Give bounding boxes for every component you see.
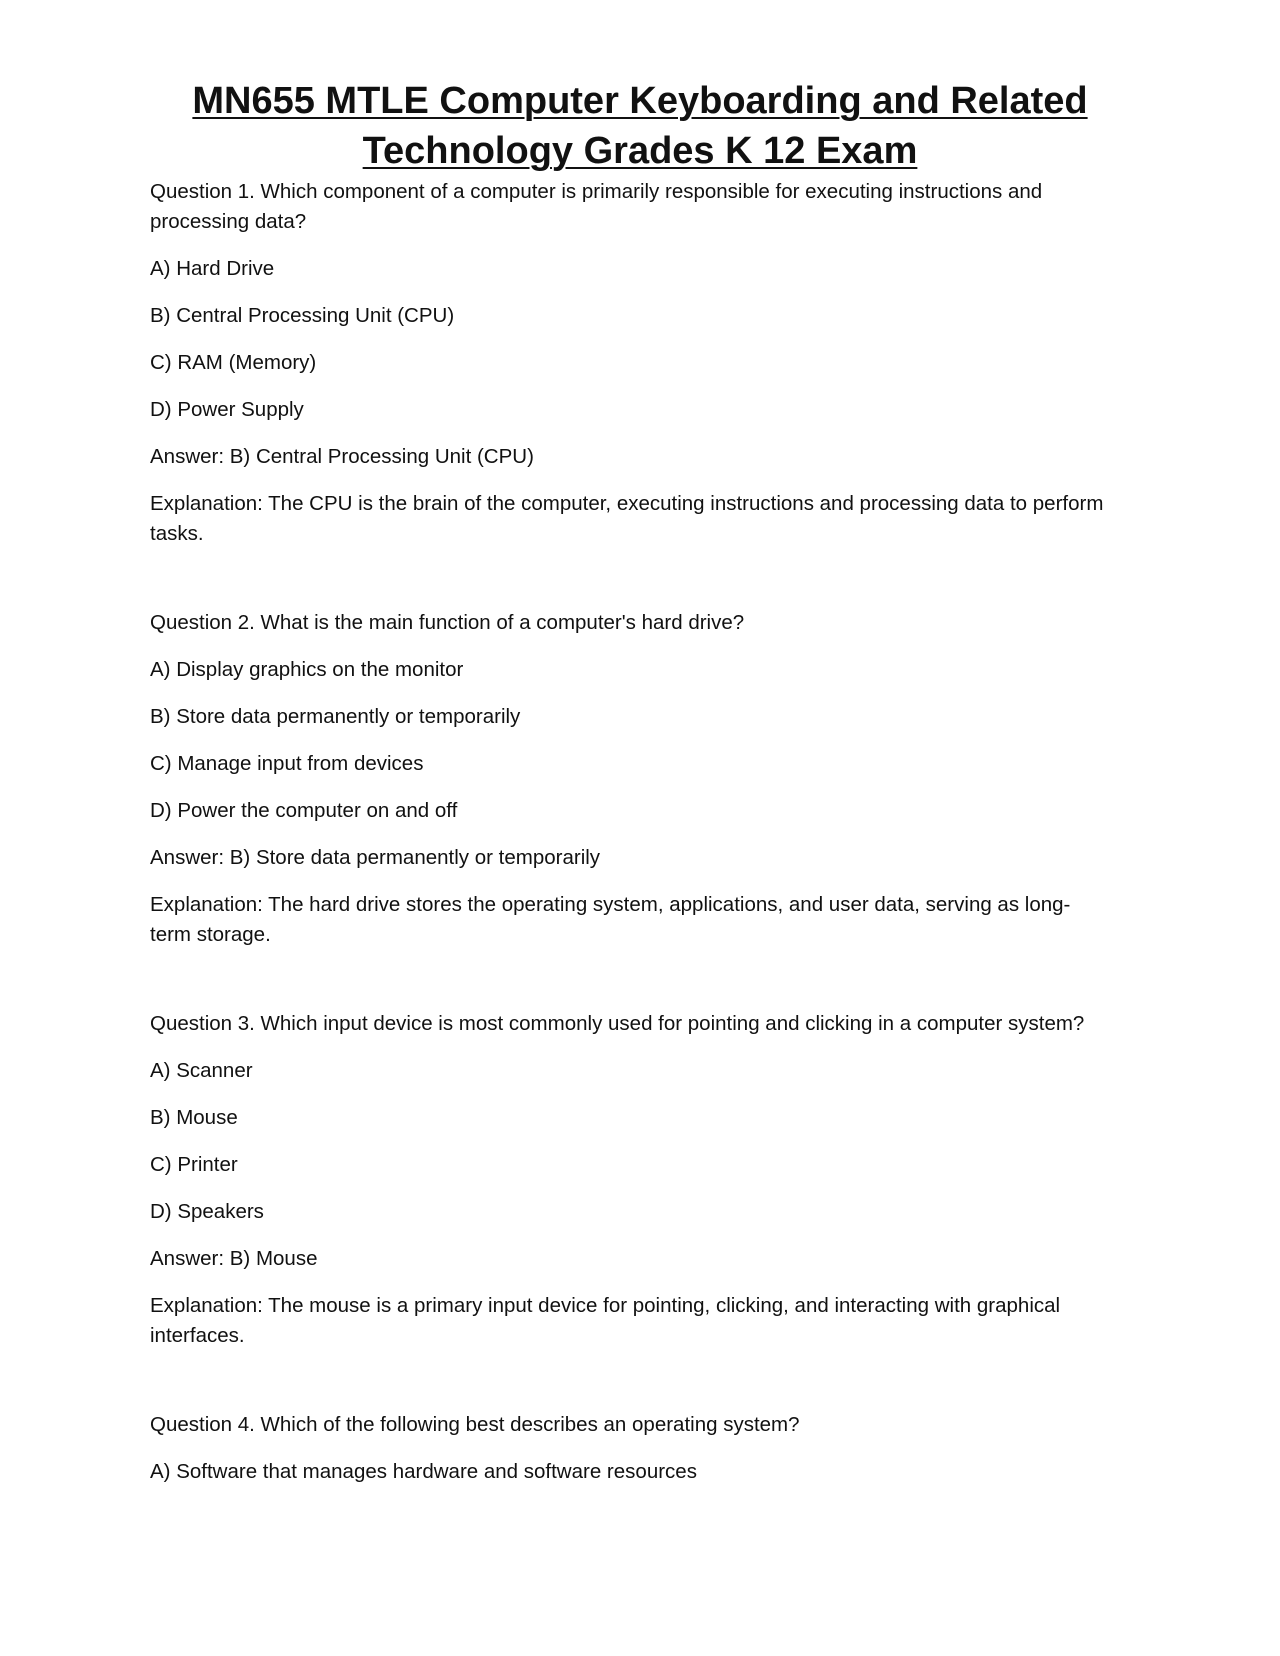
question-text: Question 3. Which input device is most commonly used for pointing and clicking in a computer system? (150, 1012, 1085, 1035)
title-line-1: MN655 MTLE Computer Keyboarding and Related (192, 80, 1088, 122)
option-a: A) Hard Drive (150, 257, 275, 280)
option-a: A) Software that manages hardware and software resources (150, 1460, 697, 1483)
answer-text: Answer: B) Mouse (150, 1247, 318, 1270)
question-text: Question 4. Which of the following best describes an operating system? (150, 1413, 800, 1436)
question-block-3 (150, 1009, 1110, 1351)
option-d: D) Speakers (150, 1200, 264, 1223)
title-line-2: Technology Grades K 12 Exam (362, 130, 918, 172)
question-list (150, 177, 1110, 1504)
question-block-1 (150, 177, 1110, 549)
option-c: C) Manage input from devices (150, 752, 424, 775)
option-a: A) Display graphics on the monitor (150, 658, 464, 681)
question-text: Question 2. What is the main function of a computer's hard drive? (150, 611, 745, 634)
document-title (150, 76, 1130, 176)
option-a: A) Scanner (150, 1059, 253, 1082)
explanation-text: Explanation: The CPU is the brain of the computer, executing instructions and processing data to perform tasks. (150, 492, 1104, 545)
option-c: C) Printer (150, 1153, 238, 1176)
answer-text: Answer: B) Central Processing Unit (CPU) (150, 445, 534, 468)
option-c: C) RAM (Memory) (150, 351, 317, 374)
question-text: Question 1. Which component of a computer is primarily responsible for executing instructions and processing data? (150, 180, 1043, 233)
option-b: B) Mouse (150, 1106, 238, 1129)
explanation-text: Explanation: The hard drive stores the operating system, applications, and user data, serving as long-term storage. (150, 893, 1071, 946)
option-b: B) Store data permanently or temporarily (150, 705, 521, 728)
explanation-text: Explanation: The mouse is a primary input device for pointing, clicking, and interacting with graphical interfaces. (150, 1294, 1061, 1347)
option-d: D) Power Supply (150, 398, 304, 421)
option-b: B) Central Processing Unit (CPU) (150, 304, 455, 327)
answer-text: Answer: B) Store data permanently or temporarily (150, 846, 601, 869)
option-d: D) Power the computer on and off (150, 799, 458, 822)
question-block-4 (150, 1410, 1110, 1487)
question-block-2 (150, 608, 1110, 950)
